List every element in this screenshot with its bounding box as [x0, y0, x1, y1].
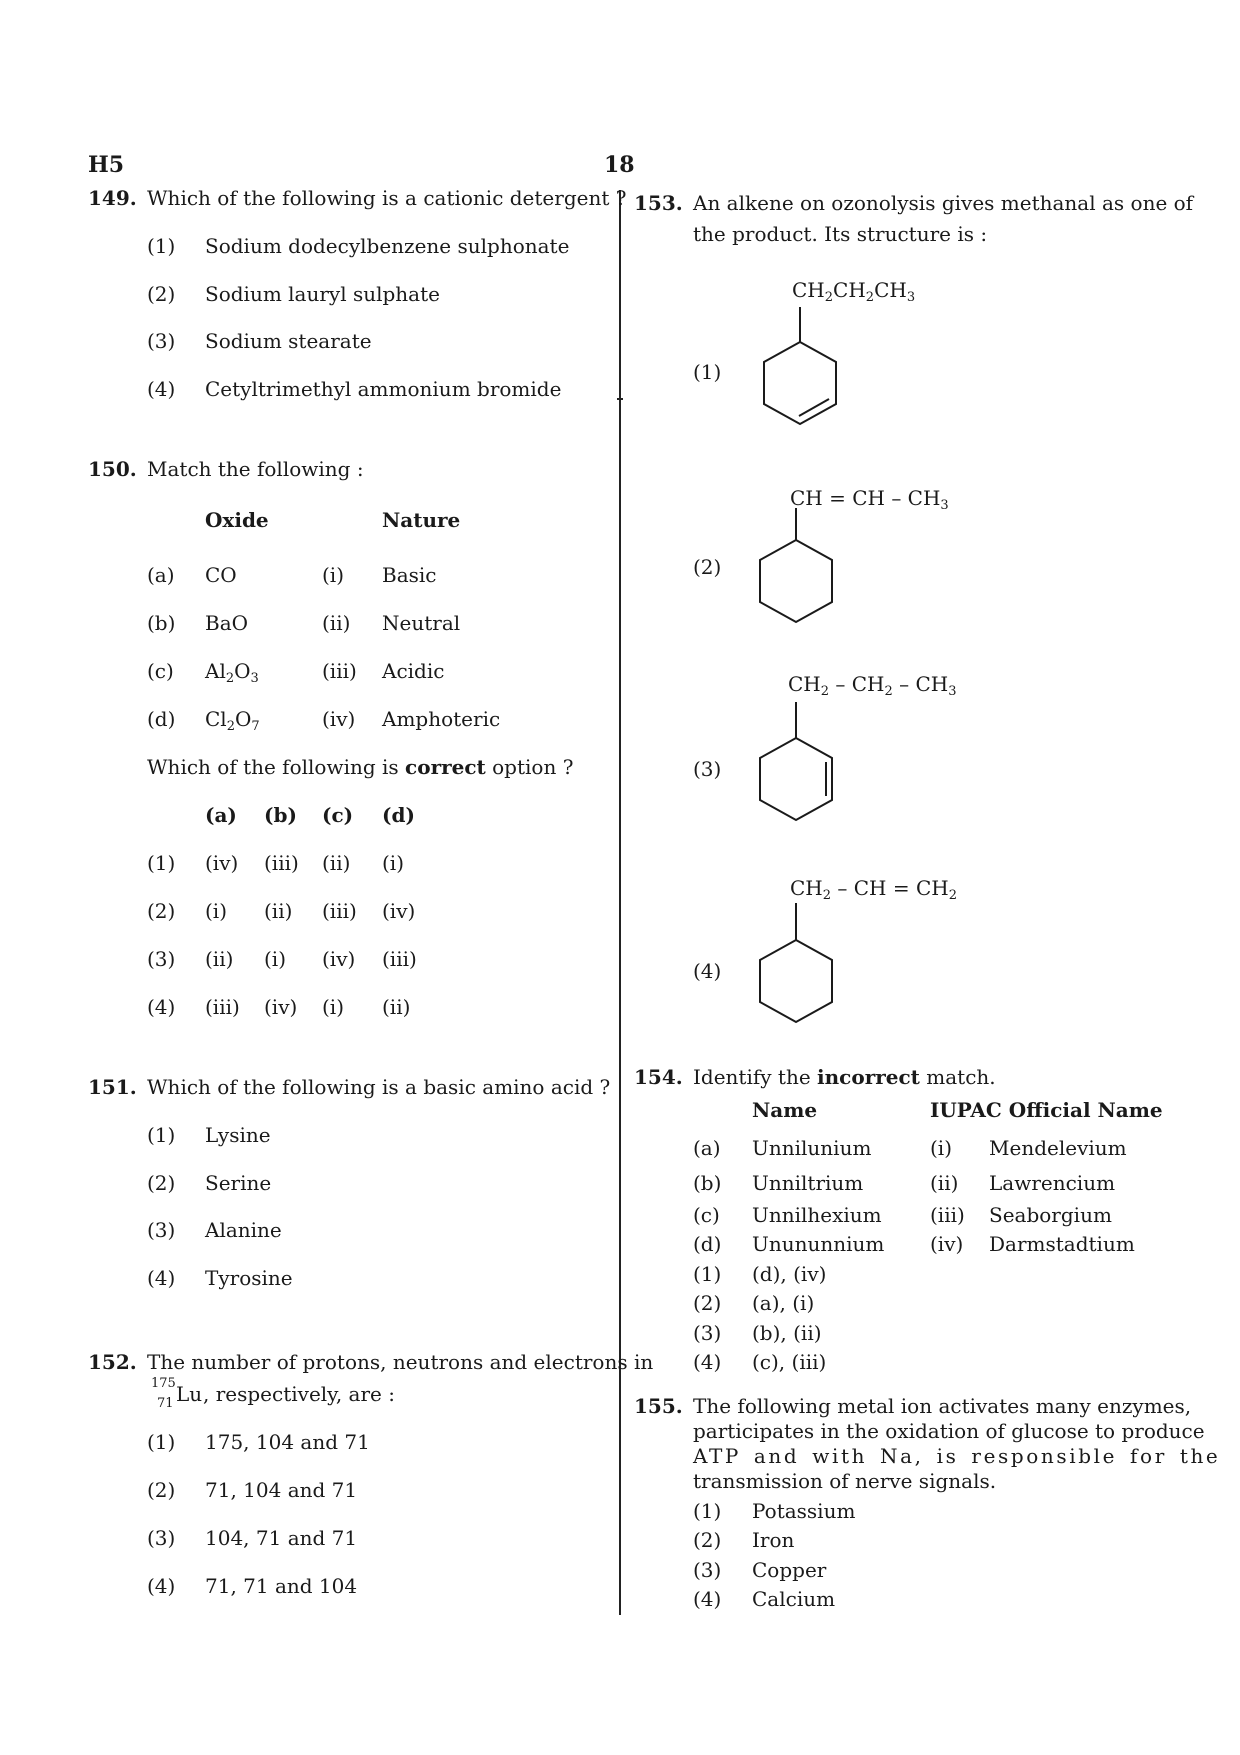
element-name: Unununnium [752, 1232, 885, 1256]
answer-d: (ii) [382, 995, 411, 1019]
answer-c: (iv) [322, 947, 356, 971]
oxide: $Cl_2O_7$ [205, 707, 260, 734]
option-number: (2) [147, 899, 176, 923]
option-number: (1) [693, 1499, 722, 1523]
question-text: Which of the following is a basic amino acid ? [147, 1075, 611, 1099]
option-number: (3) [693, 1558, 722, 1582]
answer-c: (iii) [322, 899, 357, 923]
option-text: Alanine [205, 1218, 282, 1242]
option-number: (2) [147, 282, 176, 306]
iupac-name: Mendelevium [989, 1136, 1127, 1160]
row-letter: (c) [693, 1203, 720, 1227]
option-text: 104, 71 and 71 [205, 1526, 358, 1550]
option-text: Sodium stearate [205, 329, 372, 353]
answer-a: (i) [205, 899, 228, 923]
answer-header: (c) [322, 803, 354, 827]
answer-a: (iii) [205, 995, 240, 1019]
row-letter: (d) [147, 707, 176, 731]
option-number: (3) [147, 329, 176, 353]
answer-b: (i) [264, 947, 287, 971]
option-text: Sodium dodecylbenzene sulphonate [205, 234, 570, 258]
answer-a: (ii) [205, 947, 234, 971]
iupac-name: Darmstadtium [989, 1232, 1135, 1256]
question-number: 151. [88, 1075, 137, 1099]
page-number: 18 [604, 152, 635, 178]
row-roman: (ii) [930, 1171, 959, 1195]
mass-number: 175 [151, 1376, 176, 1391]
column-header-nature: Nature [382, 508, 461, 532]
nature: Basic [382, 563, 437, 587]
row-roman: (iv) [930, 1232, 964, 1256]
sub-question: Which of the following is correct option ? [147, 755, 574, 779]
answer-header: (b) [264, 803, 297, 827]
option-text: 71, 104 and 71 [205, 1478, 358, 1502]
question-number: 152. [88, 1350, 137, 1374]
nature: Amphoteric [382, 707, 501, 731]
option-text: (d), (iv) [752, 1262, 827, 1286]
substituent-formula: $CH_2$ – CH = $CH_2$ [790, 876, 957, 903]
column-header-iupac: IUPAC Official Name [930, 1098, 1163, 1122]
row-letter: (b) [693, 1171, 722, 1195]
option-text: Tyrosine [205, 1266, 293, 1290]
row-letter: (b) [147, 611, 176, 635]
element-name: Unniltrium [752, 1171, 864, 1195]
row-roman: (i) [930, 1136, 953, 1160]
question-number: 153. [634, 191, 683, 215]
option-number: (4) [693, 1587, 722, 1611]
row-letter: (a) [693, 1136, 721, 1160]
element-symbol: Lu [176, 1382, 203, 1406]
option-text: Iron [752, 1528, 795, 1552]
question-number: 154. [634, 1065, 683, 1089]
option-text: Cetyltrimethyl ammonium bromide [205, 377, 562, 401]
option-number: (2) [693, 1528, 722, 1552]
row-letter: (a) [147, 563, 175, 587]
column-header-name: Name [752, 1098, 818, 1122]
set-code: H5 [88, 152, 125, 178]
option-text: Calcium [752, 1587, 836, 1611]
question-text: Which of the following is a cationic detergent ? [147, 186, 627, 210]
option-number: (1) [693, 360, 722, 384]
option-text: Copper [752, 1558, 827, 1582]
question-number: 155. [634, 1394, 683, 1418]
answer-header: (d) [382, 803, 415, 827]
option-text: (a), (i) [752, 1291, 815, 1315]
element-name: Unnilunium [752, 1136, 872, 1160]
option-number: (4) [147, 995, 176, 1019]
question-text: participates in the oxidation of glucose to produce [693, 1419, 1205, 1443]
oxide: BaO [205, 611, 249, 635]
question-text: The following metal ion activates many enzymes, [693, 1394, 1192, 1418]
question-text: The number of protons, neutrons and electrons in [147, 1350, 654, 1374]
option-number: (1) [147, 1430, 176, 1454]
option-number: (4) [147, 1266, 176, 1290]
question-text: transmission of nerve signals. [693, 1469, 997, 1493]
row-roman: (iii) [322, 659, 357, 683]
question-text: the product. Its structure is : [693, 222, 988, 246]
oxide: CO [205, 563, 237, 587]
question-number: 150. [88, 457, 137, 481]
row-letter: (c) [147, 659, 174, 683]
iupac-name: Lawrencium [989, 1171, 1116, 1195]
substituent-formula: CH = CH – $CH_3$ [790, 486, 949, 513]
element-name: Unnilhexium [752, 1203, 882, 1227]
substituent-formula: $CH_2CH_2CH_3$ [792, 278, 916, 305]
option-number: (1) [693, 1262, 722, 1286]
row-roman: (iv) [322, 707, 356, 731]
iupac-name: Seaborgium [989, 1203, 1112, 1227]
answer-d: (iv) [382, 899, 416, 923]
option-number: (3) [147, 1526, 176, 1550]
oxide: $Al_2O_3$ [205, 659, 259, 686]
option-number: (4) [147, 377, 176, 401]
option-text: 175, 104 and 71 [205, 1430, 370, 1454]
row-roman: (ii) [322, 611, 351, 635]
question-text: An alkene on ozonolysis gives methanal as one of [693, 191, 1194, 215]
option-number: (4) [693, 959, 722, 983]
option-number: (2) [693, 555, 722, 579]
option-text: Serine [205, 1171, 272, 1195]
answer-header: (a) [205, 803, 237, 827]
option-number: (2) [147, 1171, 176, 1195]
question-text: Identify the incorrect match. [693, 1065, 996, 1089]
row-roman: (i) [322, 563, 345, 587]
option-text: 71, 71 and 104 [205, 1574, 358, 1598]
row-letter: (d) [693, 1232, 722, 1256]
option-text: (c), (iii) [752, 1350, 827, 1374]
nature: Acidic [382, 659, 445, 683]
answer-c: (ii) [322, 851, 351, 875]
substituent-formula: $CH_2 - CH_2 - CH_3$ [788, 672, 957, 699]
answer-b: (iv) [264, 995, 298, 1019]
option-number: (4) [147, 1574, 176, 1598]
option-number: (2) [693, 1291, 722, 1315]
option-number: (4) [693, 1350, 722, 1374]
option-number: (3) [147, 1218, 176, 1242]
option-number: (1) [147, 1123, 176, 1147]
question-text: Match the following : [147, 457, 364, 481]
option-number: (1) [147, 234, 176, 258]
answer-a: (iv) [205, 851, 239, 875]
atomic-number: 71 [157, 1396, 174, 1411]
answer-d: (i) [382, 851, 405, 875]
option-number: (2) [147, 1478, 176, 1502]
question-text-cont: , respectively, are : [203, 1382, 395, 1406]
option-text: Potassium [752, 1499, 856, 1523]
answer-b: (iii) [264, 851, 299, 875]
row-roman: (iii) [930, 1203, 965, 1227]
answer-b: (ii) [264, 899, 293, 923]
option-number: (3) [147, 947, 176, 971]
option-text: Sodium lauryl sulphate [205, 282, 440, 306]
answer-c: (i) [322, 995, 345, 1019]
question-text: ATP and with Na, is responsible for the [693, 1444, 1221, 1468]
option-number: (3) [693, 1321, 722, 1345]
question-number: 149. [88, 186, 137, 210]
option-text: (b), (ii) [752, 1321, 822, 1345]
answer-d: (iii) [382, 947, 417, 971]
option-text: Lysine [205, 1123, 271, 1147]
option-number: (3) [693, 757, 722, 781]
option-number: (1) [147, 851, 176, 875]
column-header-oxide: Oxide [205, 508, 269, 532]
nature: Neutral [382, 611, 461, 635]
